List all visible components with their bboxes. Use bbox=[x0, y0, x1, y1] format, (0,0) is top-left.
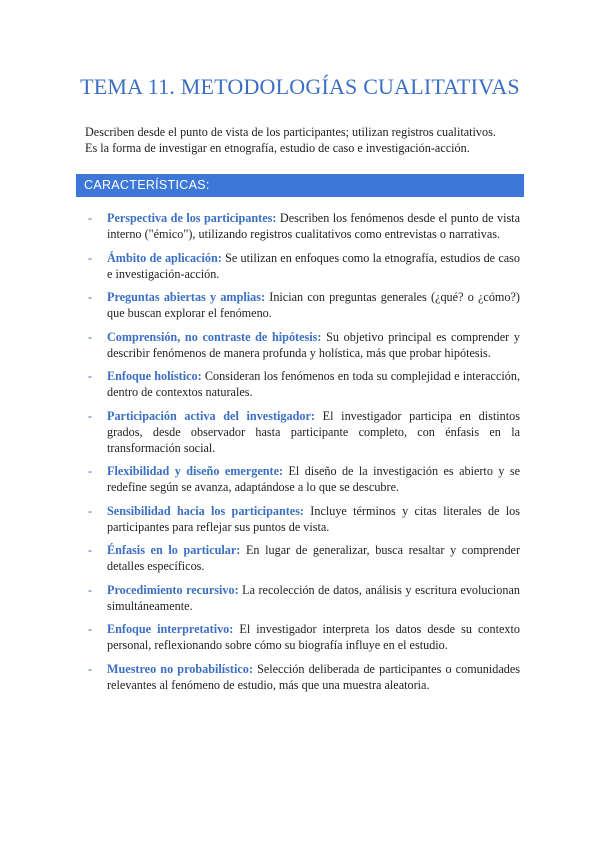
list-item bbox=[88, 661, 520, 693]
list-item bbox=[88, 368, 520, 400]
item-text: Describen los fenómenos desde el punto de vista interno ("émico"), utilizando registros cualitativos como entrevistas o narrativas. bbox=[107, 211, 520, 241]
item-term: Muestreo no probabilístico: bbox=[107, 661, 253, 676]
item-text: Incluye términos y citas literales de los participantes para reflejar sus puntos de vista. bbox=[107, 503, 520, 534]
bullet-dash: - bbox=[88, 211, 93, 225]
bullet-dash: - bbox=[88, 503, 93, 518]
item-text: En lugar de generalizar, busca resaltar y comprender detalles específicos. bbox=[107, 543, 521, 573]
item-text: El diseño de la investigación es abierto y se redefine según se avanza, adaptándose a lo que se descubre. bbox=[107, 464, 521, 494]
item-term: Flexibilidad y diseño emergente: bbox=[107, 464, 284, 478]
item-text: Consideran los fenómenos en toda su complejidad e interacción, dentro de contextos naturales. bbox=[107, 369, 520, 399]
bullet-dash: - bbox=[88, 582, 93, 597]
bullet-dash: - bbox=[88, 543, 93, 557]
intro-line-2: Es la forma de investigar en etnografía, estudio de caso e investigación-acción. bbox=[85, 141, 470, 155]
characteristics-list bbox=[88, 210, 520, 700]
list-item bbox=[88, 542, 520, 574]
item-term: Enfoque holístico: bbox=[107, 369, 202, 383]
section-heading: CARACTERÍSTICAS: bbox=[84, 178, 210, 192]
item-term: Enfoque interpretativo: bbox=[107, 622, 234, 636]
section-heading-bar bbox=[76, 174, 524, 197]
bullet-dash: - bbox=[88, 250, 93, 265]
item-text: Selección deliberada de participantes o comunidades relevantes al fenómeno de estudio, más que una muestra aleatoria. bbox=[107, 661, 520, 692]
bullet-dash: - bbox=[88, 329, 93, 344]
bullet-dash: - bbox=[88, 290, 93, 304]
item-text: La recolección de datos, análisis y escritura evolucionan simultáneamente. bbox=[107, 582, 520, 613]
intro-line-1: Describen desde el punto de vista de los participantes; utilizan registros cualitativos. bbox=[85, 125, 496, 139]
list-item bbox=[88, 503, 520, 535]
item-text: Inician con preguntas generales (¿qué? o ¿cómo?) que buscan explorar el fenómeno. bbox=[107, 290, 520, 320]
item-term: Participación activa del investigador: bbox=[107, 408, 315, 423]
item-term: Comprensión, no contraste de hipótesis: bbox=[107, 329, 322, 344]
list-item bbox=[88, 329, 520, 361]
bullet-dash: - bbox=[88, 661, 93, 676]
bullet-dash: - bbox=[88, 622, 93, 636]
item-term: Énfasis en lo particular: bbox=[107, 543, 241, 557]
item-term: Preguntas abiertas y amplias: bbox=[107, 290, 266, 304]
page-title: TEMA 11. METODOLOGÍAS CUALITATIVAS bbox=[80, 74, 520, 99]
item-term: Ámbito de aplicación: bbox=[107, 250, 222, 265]
list-item bbox=[88, 621, 520, 653]
bullet-dash: - bbox=[88, 369, 93, 383]
list-item bbox=[88, 463, 520, 495]
item-text: Se utilizan en enfoques como la etnografía, estudios de caso e investigación-acción. bbox=[107, 250, 520, 281]
list-item bbox=[88, 582, 520, 614]
list-item bbox=[88, 210, 520, 242]
item-text: El investigador interpreta los datos desde su contexto personal, reflexionando sobre cómo su biografía influye en el estudio. bbox=[107, 622, 520, 652]
intro-paragraph bbox=[85, 124, 525, 156]
item-text: El investigador participa en distintos grados, desde observador hasta participante completo, con énfasis en la transformación social. bbox=[107, 408, 520, 455]
bullet-dash: - bbox=[88, 464, 93, 478]
list-item bbox=[88, 408, 520, 456]
list-item bbox=[88, 289, 520, 321]
item-text: Su objetivo principal es comprender y describir fenómenos de manera profunda y holística, más que probar hipótesis. bbox=[107, 329, 520, 360]
item-term: Perspectiva de los participantes: bbox=[107, 211, 277, 225]
item-term: Procedimiento recursivo: bbox=[107, 582, 239, 597]
item-term: Sensibilidad hacia los participantes: bbox=[107, 503, 304, 518]
list-item bbox=[88, 250, 520, 282]
bullet-dash: - bbox=[88, 408, 93, 423]
